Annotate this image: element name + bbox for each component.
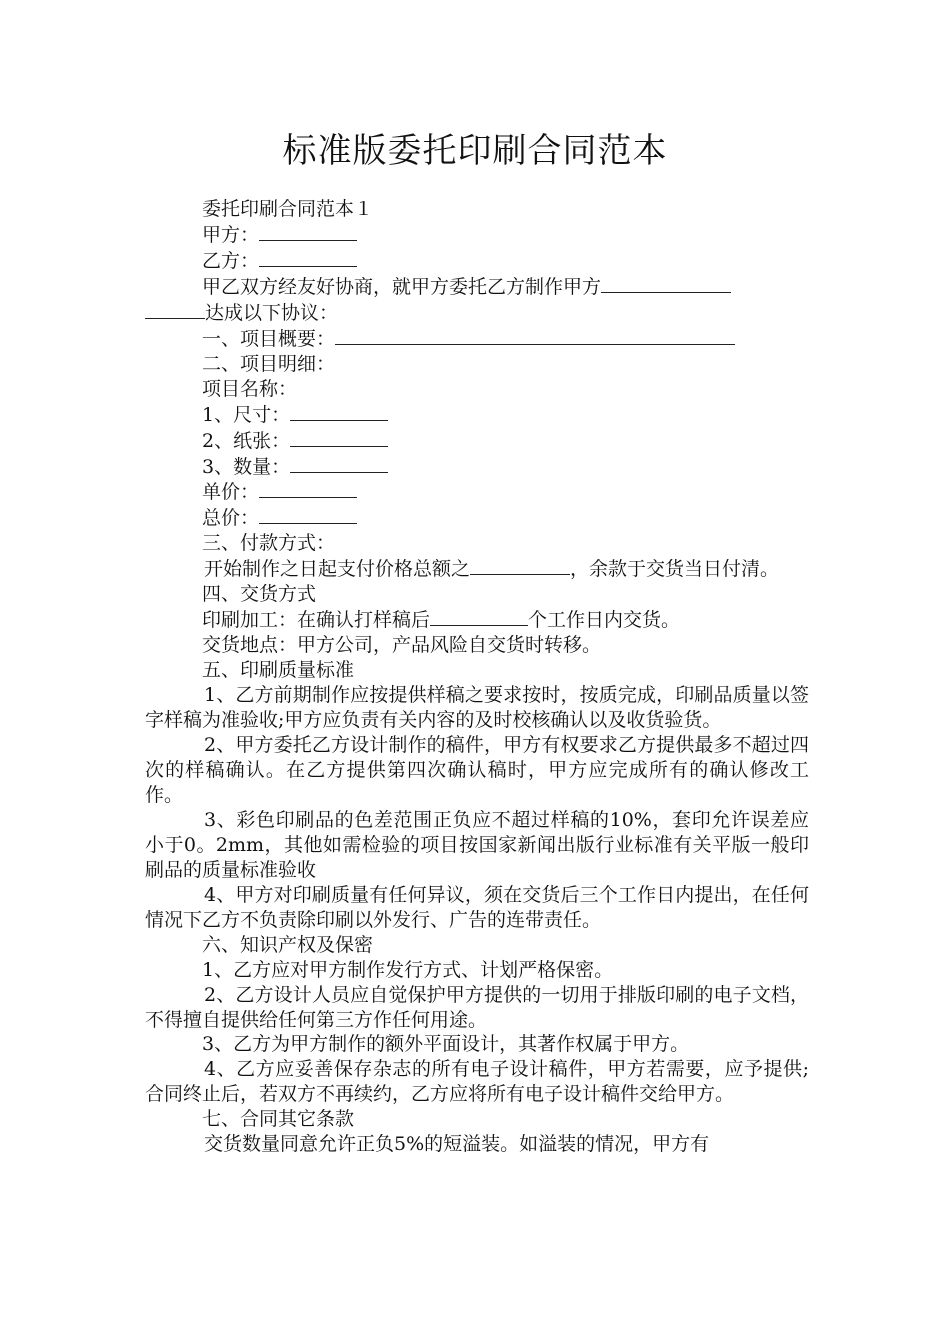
quality-clause-2: 2、甲方委托乙方设计制作的稿件，甲方有权要求乙方提供最多不超过四次的样稿确认。在乙方提供第四次确认稿时，甲方应完成所有的确认修改工作。: [145, 734, 809, 806]
item-qty-line: [145, 454, 809, 480]
item-qty-label: 3、数量：: [202, 455, 291, 478]
confidentiality-clause-1: 1、乙方应对甲方制作发行方式、计划严格保密。: [202, 958, 614, 981]
party-b-label: 乙方：: [202, 249, 260, 272]
confidentiality-clause-3: 3、乙方为甲方制作的额外平面设计，其著作权属于甲方。: [202, 1033, 690, 1056]
section-2-heading: 二、项目明细：: [202, 352, 336, 375]
total-price-line: [145, 505, 809, 531]
overview-blank: [335, 326, 735, 345]
total-price-blank: [259, 505, 357, 524]
total-price-label: 总价：: [202, 507, 260, 530]
payment-text: 开始制作之日起支付价格总额之: [204, 558, 471, 581]
item-size-line: [145, 402, 809, 428]
intro-blank-2: [145, 300, 205, 319]
section-4-heading: 四、交货方式: [202, 583, 317, 606]
delivery-line: [145, 607, 809, 633]
confidentiality-clause-4: 4、乙方应妥善保存杂志的所有电子设计稿件，甲方若需要，应予提供;合同终止后，若双方不再续约，乙方应将所有电子设计稿件交给甲方。: [145, 1058, 809, 1106]
delivery-after-text: 个工作日内交货。: [528, 609, 681, 632]
intro-after-text: 达成以下协议：: [205, 301, 339, 324]
intro-text: 甲乙双方经友好协商，就甲方委托乙方制作甲方: [202, 275, 602, 298]
party-a-blank: [259, 222, 357, 241]
delivery-blank: [430, 607, 528, 626]
item-paper-line: [145, 428, 809, 454]
section-3-heading: 三、付款方式：: [202, 532, 336, 555]
item-qty-blank: [290, 454, 388, 473]
unit-price-line: [145, 479, 809, 505]
intro-line: [145, 274, 809, 300]
party-a-label: 甲方：: [202, 223, 260, 246]
unit-price-blank: [259, 479, 357, 498]
confidentiality-clause-2: 2、乙方设计人员应自觉保护甲方提供的一切用于排版印刷的电子文档，不得擅自提供给任何第三方作任何用途。: [145, 983, 809, 1031]
party-b-blank: [259, 248, 357, 267]
item-paper-label: 2、纸张：: [202, 429, 291, 452]
other-clause-1: 交货数量同意允许正负5%的短溢装。如溢装的情况，甲方有: [204, 1133, 710, 1156]
quality-clause-1: 1、乙方前期制作应按提供样稿之要求按时，按质完成，印刷品质量以签字样稿为准验收;甲方应负责有关内容的及时校核确认以及收货验货。: [145, 684, 809, 732]
document-body: [145, 197, 809, 1157]
party-a-line: [145, 222, 809, 248]
party-b-line: [145, 248, 809, 274]
payment-blank: [470, 556, 570, 575]
intro-line-2: [145, 300, 809, 326]
item-size-label: 1、尺寸：: [202, 403, 291, 426]
payment-after-text: ，余款于交货当日付清。: [570, 558, 780, 581]
document-title: 标准版委托印刷合同范本: [282, 131, 668, 171]
item-size-blank: [290, 402, 388, 421]
section-5-heading: 五、印刷质量标准: [202, 659, 355, 682]
intro-blank: [601, 274, 731, 293]
delivery-text: 印刷加工：在确认打样稿后: [202, 609, 431, 632]
unit-price-label: 单价：: [202, 481, 260, 504]
section-1-line: [145, 326, 809, 352]
quality-clause-4: 4、甲方对印刷质量有任何异议，须在交货后三个工作日内提出，在任何情况下乙方不负责除印刷以外发行、广告的连带责任。: [145, 883, 809, 931]
section-1-heading: 一、项目概要：: [202, 327, 336, 350]
payment-paragraph: [145, 556, 809, 582]
item-name: 项目名称：: [202, 377, 298, 400]
quality-clause-3: 3、彩色印刷品的色差范围正负应不超过样稿的10%，套印允许误差应小于0。2mm，其他如需检验的项目按国家新闻出版行业标准有关平版一般印刷品的质量标准验收: [145, 808, 809, 881]
delivery-place: 交货地点：甲方公司，产品风险自交货时转移。: [202, 634, 602, 657]
item-paper-blank: [290, 428, 388, 447]
contract-subtitle: 委托印刷合同范本１: [202, 198, 374, 220]
section-7-heading: 七、合同其它条款: [202, 1108, 355, 1131]
section-6-heading: 六、知识产权及保密: [202, 933, 374, 956]
